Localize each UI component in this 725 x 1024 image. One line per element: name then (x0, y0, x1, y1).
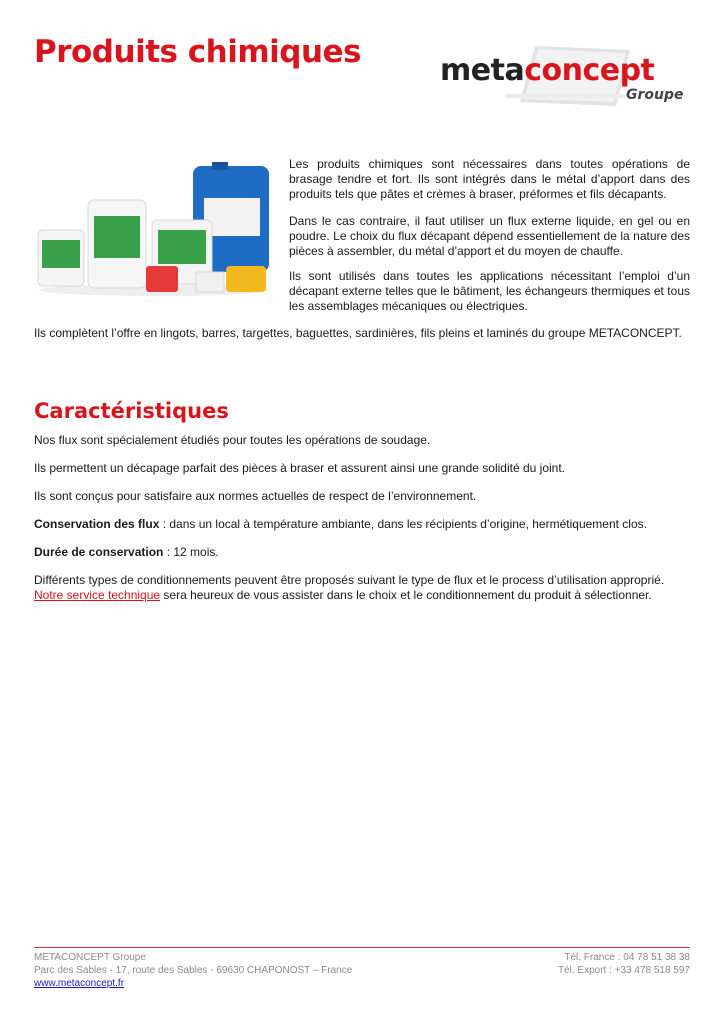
duree-text: : 12 mois. (163, 545, 219, 559)
metaconcept-logo (420, 44, 700, 114)
duree-line (34, 545, 694, 560)
footer-right (558, 951, 690, 977)
characteristic-line-1: Nos flux sont spécialement étudiés pour toutes les opérations de soudage. (34, 433, 431, 447)
logo-meta-text: meta (440, 53, 525, 88)
service-technique-link[interactable]: Notre service technique (34, 588, 161, 602)
intro-paragraph-3: Ils sont utilisés dans toutes les applications nécessitant l’emploi d’un décapant externe telles que le bâtiment, les échangeurs thermiques et tous les assemblages mécaniques ou électriques. (289, 269, 690, 313)
footer-tel-export: Tél. Export : +33 478 518 597 (557, 965, 690, 976)
intro-paragraph-1: Les produits chimiques sont nécessaires dans toutes opérations de brasage tendre et fort. Ils sont intégrés dans le métal d’apport dans des produits tels que pâtes et crèmes à braser, préformes et fils décapants. (289, 157, 690, 201)
logo-concept-text: concept (524, 53, 655, 88)
chemical-products-image (34, 158, 274, 298)
intro-paragraph-2: Dans le cas contraire, il faut utiliser un flux externe liquide, en gel ou en poudre. Le choix du flux décapant dépend essentiellement de la nature des pièces à assembler, du métal d’apport et du moyen de chauffe. (289, 214, 690, 258)
intro-paragraph-4: Ils complètent l’offre en lingots, barres, targettes, baguettes, sardinières, fils pleins et laminés du groupe METACONCEPT. (34, 326, 682, 340)
footer-website-link[interactable]: www.metaconcept.fr (34, 978, 125, 989)
conservation-line (34, 517, 694, 532)
page-title: Produits chimiques (34, 34, 361, 70)
logo-groupe-text: Groupe (626, 87, 684, 103)
characteristics-heading: Caractéristiques (34, 399, 229, 423)
footer-divider (34, 947, 690, 948)
conservation-label: Conservation des flux (34, 517, 160, 531)
footer-left (34, 951, 352, 990)
characteristic-line-3: Ils sont conçus pour satisfaire aux normes actuelles de respect de l’environnement. (34, 489, 477, 503)
conservation-text: : dans un local à température ambiante, dans les récipients d’origine, hermétiquement clos. (159, 517, 647, 531)
svg-text:metaconcept (440, 53, 655, 88)
types-text: Différents types de conditionnements peuvent être proposés suivant le type de flux et le process d’utilisation approprié. (34, 573, 665, 587)
footer-company: METACONCEPT Groupe (34, 952, 146, 963)
footer-address: Parc des Sables - 17, route des Sables - 69630 CHAPONOST – France (34, 965, 353, 976)
characteristic-line-2: Ils permettent un décapage parfait des pièces à braser et assurent ainsi une grande solidité du joint. (34, 461, 565, 475)
duree-label: Durée de conservation (34, 545, 164, 559)
footer-tel-france: Tél. France : 04 78 51 38 38 (564, 952, 690, 963)
conditionnement-paragraph (34, 573, 694, 603)
service-text: sera heureux de vous assister dans le choix et le conditionnement du produit à sélectionner. (160, 588, 652, 602)
